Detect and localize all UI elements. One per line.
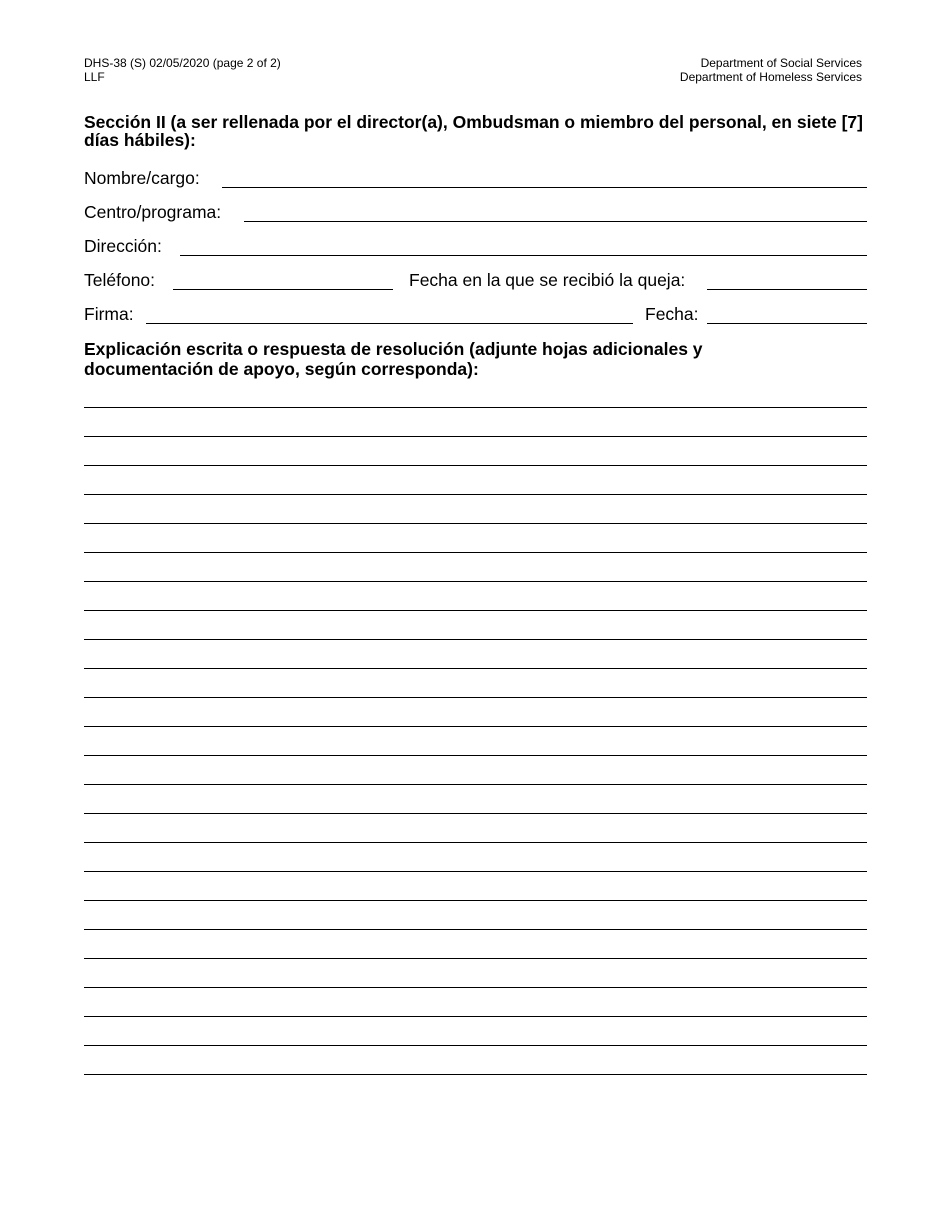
writing-line [84,494,867,495]
name-field[interactable] [222,187,867,188]
date-field[interactable] [707,323,867,324]
signature-field[interactable] [146,323,633,324]
writing-line [84,929,867,930]
center-field[interactable] [244,221,867,222]
writing-line [84,639,867,640]
department-social-services: Department of Social Services [700,56,862,70]
writing-line [84,900,867,901]
address-row [84,235,867,261]
phone-row [84,269,867,295]
center-label: Centro/programa: [84,202,222,222]
writing-line [84,552,867,553]
department-homeless-services: Department of Homeless Services [679,70,862,84]
writing-line [84,987,867,988]
writing-line [84,958,867,959]
writing-line [84,668,867,669]
center-row [84,201,867,227]
writing-line [84,465,867,466]
name-row [84,167,867,193]
writing-line [84,1016,867,1017]
writing-line [84,784,867,785]
section-title: Sección II (a ser rellenada por el director(a), Ombudsman o miembro del personal, en siete [7] días hábiles): [84,112,863,150]
address-field[interactable] [180,255,867,256]
phone-field[interactable] [173,289,393,290]
writing-line [84,697,867,698]
signature-row [84,303,867,329]
phone-label: Teléfono: [84,270,156,290]
writing-line [84,755,867,756]
writing-line [84,407,867,408]
department-header [680,56,862,84]
writing-line [84,842,867,843]
writing-line [84,610,867,611]
name-label: Nombre/cargo: [84,168,200,188]
writing-line [84,1074,867,1075]
writing-line [84,436,867,437]
writing-line [84,871,867,872]
writing-line [84,1045,867,1046]
writing-line [84,726,867,727]
form-id: DHS-38 (S) 02/05/2020 (page 2 of 2) [84,56,281,70]
writing-line [84,813,867,814]
explanation-title: Explicación escrita o respuesta de resolución (adjunte hojas adicionales y documentación de apoyo, según corresponda): [84,339,703,379]
date-label: Fecha: [645,304,699,324]
writing-line [84,581,867,582]
received-date-label: Fecha en la que se recibió la queja: [409,270,686,290]
received-date-field[interactable] [707,289,867,290]
form-code: LLF [84,70,105,84]
form-identifier [84,56,281,84]
signature-label: Firma: [84,304,134,324]
writing-line [84,523,867,524]
address-label: Dirección: [84,236,162,256]
